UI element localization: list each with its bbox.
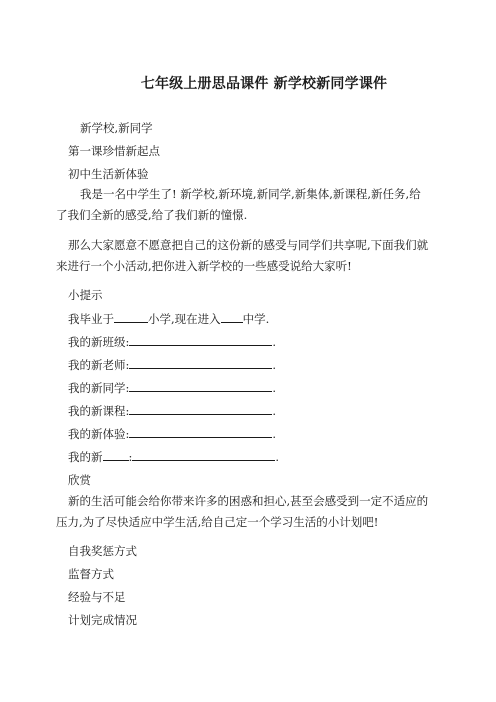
fill-item-end: . bbox=[272, 381, 277, 395]
fill-item-label: 我的新老师: bbox=[68, 358, 130, 372]
fill-item bbox=[68, 356, 276, 373]
fill-item-blank[interactable] bbox=[129, 356, 272, 369]
fill-item-end: . bbox=[272, 335, 277, 349]
fill-item-label: 我的新同学: bbox=[68, 381, 130, 395]
section-title: 初中生活新体验 bbox=[68, 167, 149, 181]
fill-item-label: 我的新课程: bbox=[68, 404, 130, 418]
paragraph-activity: 那么大家愿意不愿意把自己的这份新的感受与同学们共享呢,下面我们就来进行一个小活动,把你进入新学校的一些感受说给大家听! bbox=[56, 238, 429, 273]
graduated-prefix: 我毕业于 bbox=[68, 312, 114, 326]
graduated-line bbox=[68, 310, 269, 327]
fill-item-label: 我的新体验: bbox=[68, 427, 130, 441]
plan-item: 经验与不足 bbox=[68, 590, 126, 604]
tips-label: 小提示 bbox=[68, 288, 103, 302]
primary-school-blank[interactable] bbox=[114, 310, 148, 323]
fill-item-end: . bbox=[272, 427, 277, 441]
custom-item-prefix: 我的新 bbox=[68, 450, 103, 464]
fill-item bbox=[68, 425, 276, 442]
fill-item bbox=[68, 379, 276, 396]
paragraph-plan: 新的生活可能会给你带来许多的困惑和担心,甚至会感受到一定不适应的压力,为了尽快适应中学生活,给自己定一个学习生活的小计划吧! bbox=[56, 494, 429, 529]
appreciate-label: 欣赏 bbox=[68, 473, 91, 487]
paragraph-intro: 我是一名中学生了! 新学校,新环境,新同学,新集体,新课程,新任务,给了我们全新的感受,给了我们新的憧憬. bbox=[56, 187, 421, 222]
plan-item: 自我奖惩方式 bbox=[68, 544, 137, 558]
graduated-suffix: 中学. bbox=[242, 312, 270, 326]
lesson-title: 第一课珍惜新起点 bbox=[68, 144, 160, 158]
fill-item-blank[interactable] bbox=[129, 379, 272, 392]
custom-fill-item bbox=[68, 448, 279, 465]
heading-new-school: 新学校,新同学 bbox=[80, 121, 153, 135]
custom-item-blank[interactable] bbox=[132, 448, 275, 461]
graduated-middle: 小学,现在进入 bbox=[148, 312, 221, 326]
fill-item-end: . bbox=[272, 358, 277, 372]
fill-item-end: . bbox=[272, 404, 277, 418]
fill-item bbox=[68, 333, 276, 350]
custom-item-name-blank[interactable] bbox=[103, 448, 129, 461]
middle-school-blank[interactable] bbox=[221, 310, 243, 323]
fill-item bbox=[68, 402, 276, 419]
fill-item-blank[interactable] bbox=[129, 425, 272, 438]
custom-item-colon: : bbox=[128, 450, 133, 464]
fill-item-blank[interactable] bbox=[129, 402, 272, 415]
fill-item-label: 我的新班级: bbox=[68, 335, 130, 349]
custom-item-end: . bbox=[275, 450, 280, 464]
fill-item-blank[interactable] bbox=[129, 333, 272, 346]
document-title: 七年级上册思品课件 新学校新同学课件 bbox=[140, 76, 388, 92]
plan-item: 监督方式 bbox=[68, 567, 114, 581]
plan-item: 计划完成情况 bbox=[68, 613, 137, 627]
